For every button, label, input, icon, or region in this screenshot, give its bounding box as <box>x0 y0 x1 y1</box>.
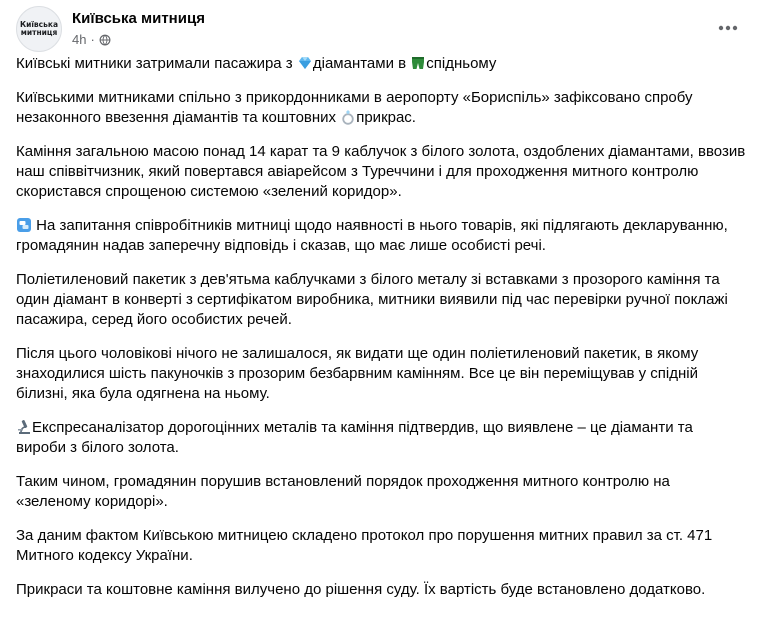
post-timestamp[interactable]: 4h <box>72 32 87 47</box>
page-name-link[interactable]: Київська митниця <box>72 10 205 27</box>
microscope-icon <box>16 419 32 435</box>
paragraph-10: Прикраси та коштовне каміння вилучено до рішення суду. Їх вартість буде встановлено додатково. <box>16 581 706 598</box>
post-header <box>16 6 746 52</box>
paragraph-7 <box>16 418 746 458</box>
post-meta <box>72 32 111 47</box>
paragraph-4 <box>16 216 746 256</box>
p1-text-b: діамантами в <box>312 55 411 72</box>
avatar-text-line1: Київська <box>19 20 59 29</box>
p4-text: На запитання співробітників митниці щодо наявності в нього товарів, які підлягають декларуванню, громадянин надав заперечну відповідь і сказав, що має лише особисті речі. <box>16 217 728 254</box>
paragraph-6: Після цього чоловікові нічого не залишалося, як видати ще один поліетиленовий пакетик, в якому знаходилися шість пакуночків з прозорим безбарвним камінням. Все це він переміщував у спідній білизні, яка була одягнена на ньому. <box>16 345 699 402</box>
speech-bubbles-icon <box>16 217 32 233</box>
p1-text-c: спідньому <box>426 55 497 72</box>
post-body <box>16 54 746 614</box>
paragraph-1 <box>16 54 746 74</box>
paragraph-3: Каміння загальною масою понад 14 карат та 9 каблучок з білого золота, оздоблених діамантами, ввозив наш співвітчизник, який повертався авіарейсом з Туреччини і для проходження митного контролю скористався спрощеною системою «зелений коридор». <box>16 143 746 200</box>
p7-text: Експресаналізатор дорогоцінних металів та каміння підтвердив, що виявлене – це діаманти та вироби з білого золота. <box>16 419 693 456</box>
globe-icon[interactable] <box>99 34 111 46</box>
paragraph-2 <box>16 88 746 128</box>
paragraph-5: Поліетиленовий пакетик з дев'ятьма каблучками з білого металу зі вставками з прозорого каміння та один діамант в конверті з сертифікатом виробника, митники виявили під час перевірки ручної поклажі пасажира, серед його особистих речей. <box>16 271 728 328</box>
avatar[interactable] <box>16 6 62 52</box>
p1-text-a: Київські митники затримали пасажира з <box>16 55 297 72</box>
paragraph-9: За даним фактом Київською митницею складено протокол про порушення митних правил за ст. 471 Митного кодексу України. <box>16 527 713 564</box>
p2-text-b: прикрас. <box>356 109 416 126</box>
shorts-icon <box>410 55 426 71</box>
meta-separator: · <box>90 32 95 47</box>
paragraph-8: Таким чином, громадянин порушив встановлений порядок проходження митного контролю на «зеленому коридорі». <box>16 473 670 510</box>
gem-icon <box>297 55 313 71</box>
more-horizontal-icon[interactable] <box>714 14 742 42</box>
p2-text-a: Київськими митниками спільно з прикордонниками в аеропорту «Бориспіль» зафіксовано спробу незаконного ввезення діамантів та коштовних <box>16 89 693 126</box>
ring-icon <box>340 109 356 125</box>
avatar-text-line2: митниця <box>20 28 58 37</box>
